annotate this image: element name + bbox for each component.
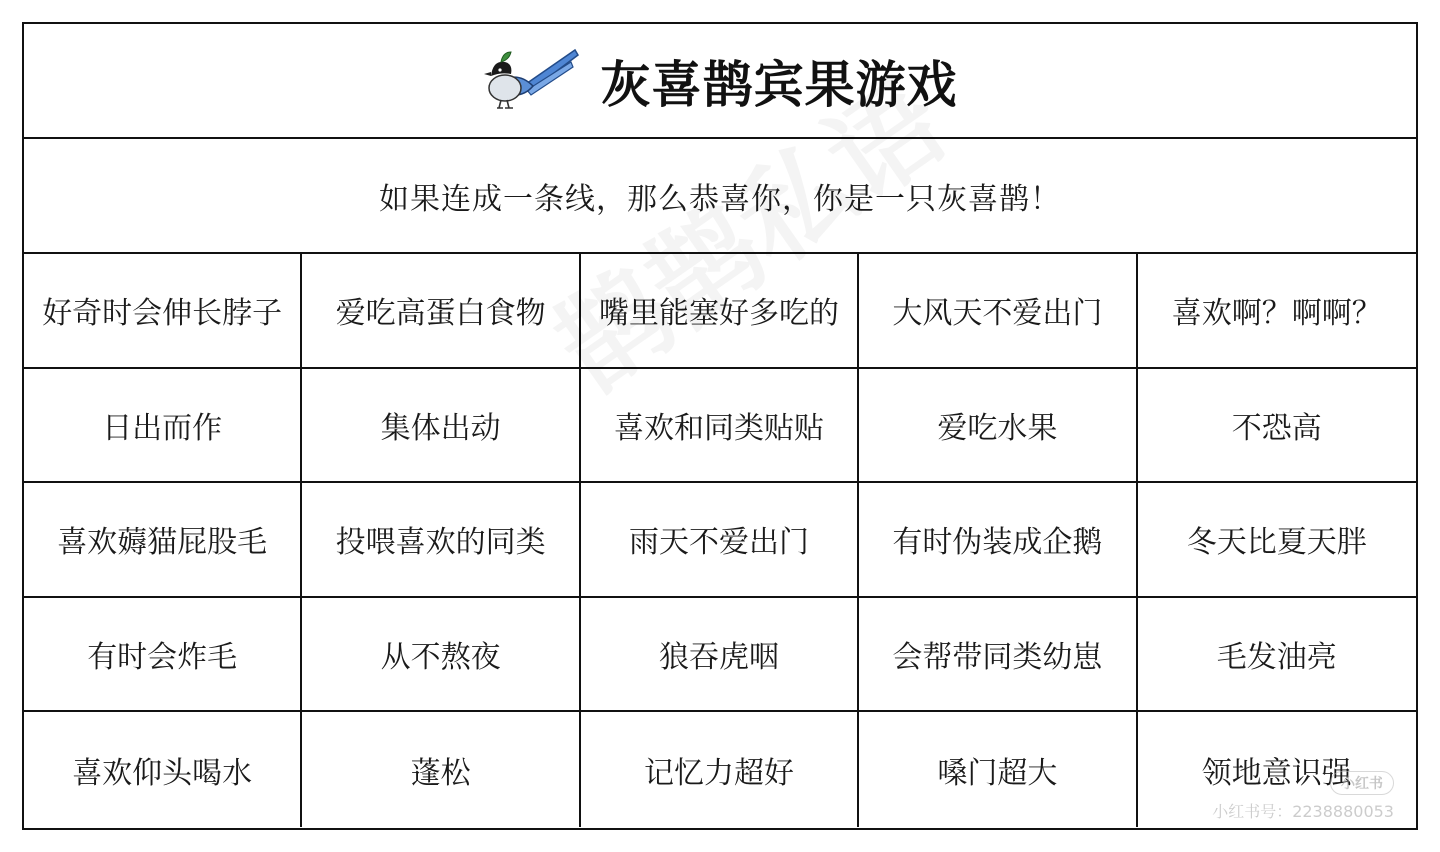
bingo-cell[interactable]: 集体出动 [302, 369, 580, 484]
bingo-cell[interactable]: 爱吃水果 [859, 369, 1137, 484]
bingo-cell[interactable]: 从不熬夜 [302, 598, 580, 713]
bingo-cell[interactable]: 领地意识强 [1201, 755, 1352, 791]
bingo-cell[interactable]: 日出而作 [24, 369, 302, 484]
bingo-grid [24, 254, 1416, 827]
title-row [24, 24, 1416, 139]
bingo-cell[interactable]: 爱吃高蛋白食物 [302, 254, 580, 369]
bingo-cell[interactable]: 投喂喜欢的同类 [302, 483, 580, 598]
bingo-cell[interactable]: 有时会炸毛 [24, 598, 302, 713]
source-logo: 小红书 [1330, 771, 1394, 795]
bingo-cell[interactable]: 冬天比夏天胖 [1138, 483, 1416, 598]
bingo-cell[interactable]: 喜欢和同类贴贴 [581, 369, 859, 484]
bingo-cell[interactable]: 毛发油亮 [1138, 598, 1416, 713]
bingo-cell[interactable]: 好奇时会伸长脖子 [24, 254, 302, 369]
bingo-cell[interactable]: 喜欢啊？啊啊？ [1138, 254, 1416, 369]
bingo-cell[interactable]: 蓬松 [302, 712, 580, 827]
bingo-cell[interactable]: 记忆力超好 [581, 712, 859, 827]
bingo-cell[interactable]: 嘴里能塞好多吃的 [581, 254, 859, 369]
bingo-cell[interactable]: 狼吞虎咽 [581, 598, 859, 713]
bingo-cell[interactable]: 有时伪装成企鹅 [859, 483, 1137, 598]
instructions-row [24, 139, 1416, 254]
bingo-cell[interactable]: 喜欢薅猫屁股毛 [24, 483, 302, 598]
gray-magpie-bird-icon [483, 46, 579, 116]
bingo-cell[interactable]: 不恐高 [1138, 369, 1416, 484]
bingo-board [22, 22, 1418, 830]
bingo-cell[interactable]: 雨天不爱出门 [581, 483, 859, 598]
bingo-cell[interactable]: 会帮带同类幼崽 [859, 598, 1137, 713]
bingo-cell[interactable]: 嗓门超大 [859, 712, 1137, 827]
bingo-cell[interactable]: 喜欢仰头喝水 [24, 712, 302, 827]
source-id: 小红书号：2238880053 [1212, 802, 1394, 821]
instructions-text: 如果连成一条线，那么恭喜你，你是一只灰喜鹊！ [379, 181, 1061, 217]
bingo-cell[interactable]: 大风天不爱出门 [859, 254, 1137, 369]
page-title: 灰喜鹊宾果游戏 [600, 55, 958, 114]
